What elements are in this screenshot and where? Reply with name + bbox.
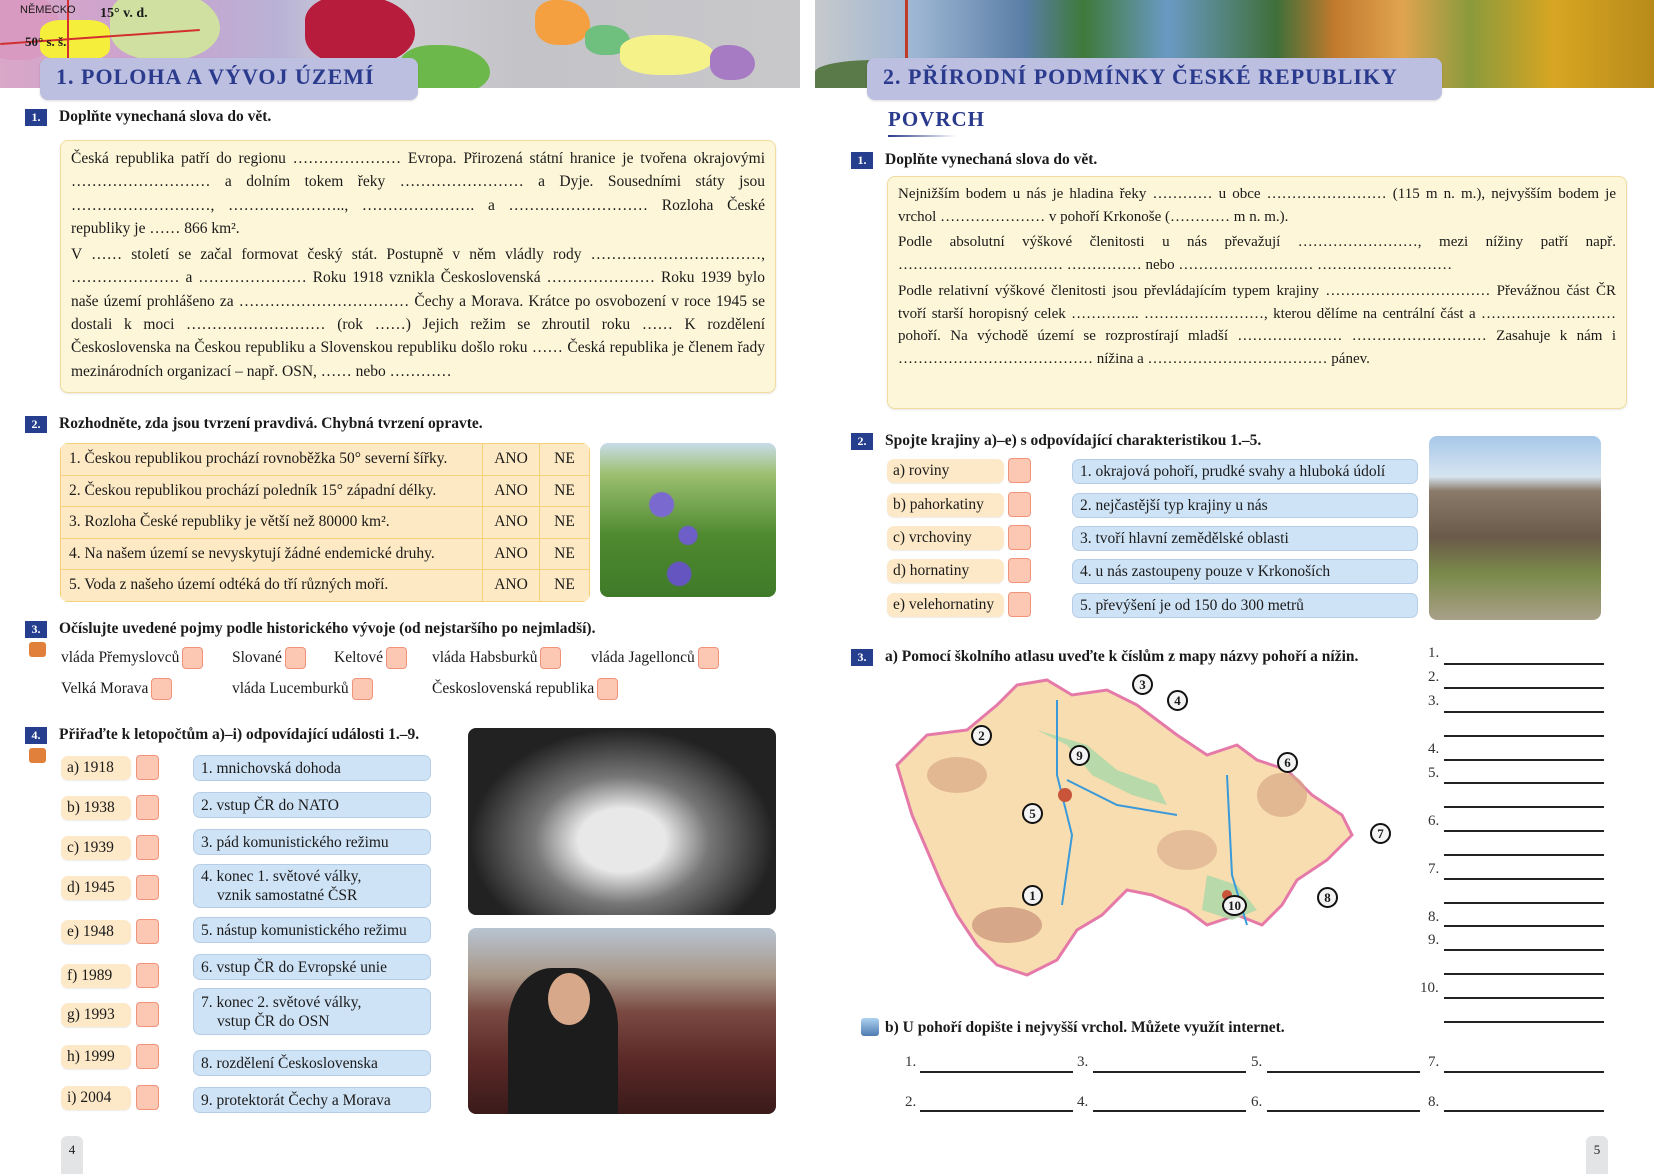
task-number-badge: 1.: [851, 152, 873, 169]
characteristic-item: [1072, 526, 1418, 551]
task-2-heading: [851, 432, 1261, 450]
term-label: vláda Přemyslovců: [61, 649, 180, 666]
answer-line[interactable]: [1444, 1021, 1604, 1023]
map-label-nemecko: NĚMECKO: [20, 4, 76, 16]
section-underline: [888, 135, 956, 137]
historical-bw-photo: [468, 728, 776, 915]
term-label: vláda Habsburků: [432, 649, 538, 666]
characteristic-label: 1. okrajová pohoří, prudké svahy a hluboká údolí: [1080, 463, 1386, 480]
answer-line[interactable]: [1444, 687, 1604, 689]
yes-option[interactable]: ANO: [483, 507, 540, 539]
task-instruction: Doplňte vynechaná slova do vět.: [885, 151, 1098, 168]
answer-label: 2.: [1428, 669, 1440, 685]
answer-label: 8.: [1428, 909, 1440, 925]
computer-icon: [861, 1018, 879, 1036]
answer-line[interactable]: [1444, 806, 1604, 808]
table-row: [61, 444, 590, 476]
map-label-parallel: 50° s. š.: [25, 34, 67, 49]
task-4-heading: [25, 726, 419, 744]
match-answer-box[interactable]: [136, 795, 159, 820]
yes-option[interactable]: ANO: [483, 538, 540, 570]
task-instruction: Doplňte vynechaná slova do vět.: [59, 108, 272, 125]
answer-label: 6.: [1428, 813, 1440, 829]
map-label-meridian: 15° v. d.: [100, 6, 148, 21]
page-number: 5: [1586, 1136, 1608, 1174]
task-number-badge: 2.: [851, 433, 873, 450]
puzzle-icon: [29, 748, 46, 763]
bellflower-photo: [600, 443, 776, 597]
task-number-badge: 4.: [25, 727, 47, 744]
czech-map-shape: [887, 675, 1357, 985]
event-label: 3. pád komunistického režimu: [201, 833, 389, 851]
order-answer-box[interactable]: [352, 678, 373, 700]
map-marker: 3: [1132, 674, 1153, 695]
landscape-label: c) vrchoviny: [887, 526, 1004, 550]
event-item: [193, 1050, 431, 1076]
task-2-heading: [25, 415, 483, 433]
year-label: h) 1999: [61, 1045, 131, 1069]
match-answer-box[interactable]: [1008, 592, 1031, 617]
chapter-title: 2. PŘÍRODNÍ PODMÍNKY ČESKÉ REPUBLIKY: [867, 58, 1442, 100]
table-row: [61, 507, 590, 539]
event-label: 6. vstup ČR do Evropské unie: [201, 958, 387, 976]
match-answer-box[interactable]: [1008, 458, 1031, 483]
event-item: [193, 829, 431, 855]
map-marker: 8: [1317, 887, 1338, 908]
tv-tower: [905, 0, 908, 60]
yes-option[interactable]: ANO: [483, 570, 540, 602]
table-row: [61, 538, 590, 570]
statement: 1. Českou republikou prochází rovnoběžka 50° severní šířky.: [61, 444, 483, 476]
event-item: [193, 954, 431, 980]
answer-line[interactable]: [1444, 925, 1604, 927]
map-marker: 5: [1022, 803, 1043, 824]
answer-label: 3.: [1428, 693, 1440, 709]
term-item: [61, 647, 203, 669]
yes-option[interactable]: ANO: [483, 444, 540, 476]
year-label: a) 1918: [61, 756, 131, 780]
answer-line[interactable]: [1267, 1071, 1420, 1073]
event-item: [193, 1087, 431, 1113]
chapter-title: 1. POLOHA A VÝVOJ ÚZEMÍ: [40, 58, 418, 100]
task-instruction: Očíslujte uvedené pojmy podle historického vývoje (od nejstaršího po nejmladší).: [59, 620, 596, 637]
answer-line[interactable]: [1444, 902, 1604, 904]
task-number-badge: 3.: [25, 621, 47, 638]
answer-label: 3.: [1077, 1054, 1089, 1070]
task-number-badge: 2.: [25, 416, 47, 433]
answer-label: 2.: [905, 1094, 917, 1110]
match-answer-box[interactable]: [136, 1085, 159, 1110]
task-instruction: b) U pohoří dopište i nejvyšší vrchol. Můžete využít internet.: [885, 1019, 1285, 1036]
year-label: g) 1993: [61, 1003, 131, 1027]
event-label: 8. rozdělení Československa: [201, 1054, 378, 1072]
event-item: [193, 755, 431, 781]
puzzle-icon: [29, 642, 46, 657]
characteristic-label: 4. u nás zastoupeny pouze v Krkonoších: [1080, 563, 1331, 580]
year-label: d) 1945: [61, 876, 131, 900]
answer-line[interactable]: [1444, 854, 1604, 856]
event-label: 4. konec 1. světové války,: [201, 868, 362, 885]
page-number: 4: [61, 1136, 83, 1174]
match-answer-box[interactable]: [1008, 558, 1031, 583]
task-3-heading: [25, 620, 595, 638]
match-answer-box[interactable]: [136, 1044, 159, 1069]
answer-line[interactable]: [920, 1071, 1073, 1073]
event-label: 7. konec 2. světové války,: [201, 993, 362, 1011]
order-answer-box[interactable]: [182, 647, 203, 669]
term-label: vláda Lucemburků: [232, 680, 349, 697]
fill-in-paragraph: Podle relativní výškové členitosti jsou převládajícím typem krajiny …………………………… Převážnou část ČR tvoří starší horopisný celek ………….. ……………………, kterou dělíme na centrální část a ……………………… pohoří. Na východě území se rozprostírají mladší ………………… ……………………… Zasahuje k nám i ………………………………… nížina a ……………………………… pánev.: [898, 282, 1616, 367]
no-option[interactable]: NE: [540, 538, 590, 570]
fill-in-paragraph: Nejnižším bodem u nás je hladina řeky ………… u obce …………………… (115 m n. m.), nejvyšším bodem je vrchol ………………… v pohoří Krkonoše (………… m n. m.).: [898, 186, 1616, 225]
event-label: vznik samostatné ČSR: [217, 887, 358, 904]
order-answer-box[interactable]: [698, 647, 719, 669]
task-3b-heading: [885, 1019, 1285, 1037]
no-option[interactable]: NE: [540, 570, 590, 602]
section-title: POVRCH: [888, 107, 985, 131]
answer-label: 1.: [1428, 645, 1440, 661]
event-label: vstup ČR do OSN: [217, 1012, 330, 1030]
map-marker: 2: [971, 725, 992, 746]
answer-line[interactable]: [1444, 759, 1604, 761]
snezka-mountain-photo: [1429, 436, 1601, 620]
order-answer-box[interactable]: [540, 647, 561, 669]
fill-in-paragraph: Podle absolutní výškové členitosti u nás převažují ……………………, mezi nížiny patří např. …………………………… …………… nebo ……………………… ………………………: [898, 234, 1616, 274]
map-marker: 10: [1222, 895, 1247, 916]
answer-label: 7.: [1428, 861, 1440, 877]
answer-label: 10.: [1420, 980, 1439, 996]
answer-label: 4.: [1077, 1094, 1089, 1110]
match-answer-box[interactable]: [136, 919, 159, 944]
match-answer-box[interactable]: [136, 835, 159, 860]
answer-label: 1.: [905, 1054, 917, 1070]
characteristic-item: [1072, 493, 1418, 518]
table-row: [61, 570, 590, 602]
term-item: [232, 678, 373, 700]
table-row: [61, 475, 590, 507]
term-label: Keltové: [334, 649, 384, 666]
answer-line[interactable]: [1444, 973, 1604, 975]
term-item: [432, 678, 618, 700]
czech-physical-map: [887, 675, 1384, 985]
event-item: [193, 917, 431, 943]
order-answer-box[interactable]: [386, 647, 407, 669]
year-label: c) 1939: [61, 836, 131, 860]
event-label: 9. protektorát Čechy a Morava: [201, 1091, 391, 1109]
term-label: Slované: [232, 649, 282, 666]
event-item: [193, 864, 431, 908]
fill-in-text-box[interactable]: [887, 176, 1627, 409]
no-option[interactable]: NE: [540, 507, 590, 539]
task-instruction: Rozhodněte, zda jsou tvrzení pravdivá. Chybná tvrzení opravte.: [59, 415, 483, 432]
answer-line[interactable]: [1444, 782, 1604, 784]
answer-line[interactable]: [1093, 1071, 1246, 1073]
task-number-badge: 3.: [851, 649, 873, 666]
statement: 3. Rozloha České republiky je větší než 80000 km².: [61, 507, 483, 539]
answer-line[interactable]: [1444, 997, 1604, 999]
match-answer-box[interactable]: [136, 963, 159, 988]
map-marker: 6: [1277, 752, 1298, 773]
order-answer-box[interactable]: [151, 678, 172, 700]
answer-line[interactable]: [1444, 711, 1604, 713]
answer-line[interactable]: [1444, 1110, 1604, 1112]
task-1-heading: [851, 151, 1097, 169]
event-item: [193, 988, 431, 1035]
fill-in-paragraph: V …… století se začal formovat český stát. Postupně v něm vládly rody ……………………………, ………………… a ………………… Roku 1918 vznikla Československá ………………… Roku 1939 bylo naše území prohlášeno za …………………………… Čechy a Morava. Krátce po osvobození v roce 1945 se dostali k moci ……………………… (rok ……) Jejich režim se zhroutil roku …… K rozdělení Československa na Českou republiku a Slovenskou republiku došlo roku …… Česká republika je členem řady mezinárodních organizací – např. OSN, …… nebo …………: [71, 246, 765, 380]
task-instruction: a) Pomocí školního atlasu uveďte k číslům z mapy názvy pohoří a nížin.: [885, 648, 1359, 665]
answer-label: 8.: [1428, 1094, 1440, 1110]
fill-in-text-box[interactable]: [60, 140, 776, 393]
characteristic-label: 5. převýšení je od 150 do 300 metrů: [1080, 597, 1304, 614]
true-false-table: [60, 443, 590, 602]
term-item: [61, 678, 172, 700]
map-marker: 9: [1069, 745, 1090, 766]
term-label: Velká Morava: [61, 680, 149, 697]
answer-line[interactable]: [1444, 1071, 1604, 1073]
task-3-heading: [851, 648, 1358, 666]
order-answer-box[interactable]: [285, 647, 306, 669]
answer-line[interactable]: [1093, 1110, 1246, 1112]
map-marker: 7: [1370, 823, 1391, 844]
event-label: 5. nástup komunistického režimu: [201, 921, 407, 939]
year-label: i) 2004: [61, 1086, 131, 1110]
characteristic-label: 3. tvoří hlavní zemědělské oblasti: [1080, 530, 1289, 547]
velvet-revolution-photo: [468, 928, 776, 1114]
characteristic-item: [1072, 559, 1418, 584]
landscape-label: b) pahorkatiny: [887, 493, 1004, 517]
match-answer-box[interactable]: [136, 755, 159, 780]
fill-in-paragraph: Česká republika patří do regionu ………………… Evropa. Přirozená státní hranice je tvořena okrajovými ……………………… a dolním tokem řeky …………………… a Dyje. Sousedními státy jsou ………………………, ………………….., …………………. a ……………………… Rozloha České republiky je …… 866 km².: [71, 150, 765, 237]
answer-line[interactable]: [1444, 949, 1604, 951]
landscape-label: a) roviny: [887, 459, 1004, 483]
map-marker: 1: [1022, 885, 1043, 906]
answer-line[interactable]: [1444, 735, 1604, 737]
term-label: vláda Jagellonců: [591, 649, 695, 666]
landscape-label: e) velehornatiny: [887, 593, 1004, 617]
task-number-badge: 1.: [25, 109, 47, 126]
match-answer-box[interactable]: [136, 875, 159, 900]
answer-label: 6.: [1251, 1094, 1263, 1110]
answer-line[interactable]: [1444, 830, 1604, 832]
term-label: Československá republika: [432, 680, 595, 697]
statement: 4. Na našem území se nevyskytují žádné endemické druhy.: [61, 538, 483, 570]
answer-label: 9.: [1428, 932, 1440, 948]
match-answer-box[interactable]: [136, 1002, 159, 1027]
right-page: [827, 0, 1654, 1174]
task-instruction: Přiřaďte k letopočtům a)–i) odpovídající události 1.–9.: [59, 726, 420, 743]
landscape-label: d) hornatiny: [887, 559, 1004, 583]
year-label: b) 1938: [61, 796, 131, 820]
term-item: [334, 647, 407, 669]
answer-label: 5.: [1251, 1054, 1263, 1070]
answer-line[interactable]: [920, 1110, 1073, 1112]
answer-line[interactable]: [1267, 1110, 1420, 1112]
answer-label: 4.: [1428, 741, 1440, 757]
event-label: 1. mnichovská dohoda: [201, 759, 341, 777]
event-label: 2. vstup ČR do NATO: [201, 796, 339, 814]
characteristic-label: 2. nejčastější typ krajiny u nás: [1080, 497, 1268, 514]
term-item: [591, 647, 719, 669]
characteristic-item: [1072, 593, 1418, 618]
no-option[interactable]: NE: [540, 444, 590, 476]
match-answer-box[interactable]: [1008, 492, 1031, 517]
characteristic-item: [1072, 459, 1418, 484]
task-1-heading: [25, 108, 271, 126]
match-answer-box[interactable]: [1008, 525, 1031, 550]
event-item: [193, 792, 431, 818]
task-instruction: Spojte krajiny a)–e) s odpovídající charakteristikou 1.–5.: [885, 432, 1262, 449]
year-label: f) 1989: [61, 964, 131, 988]
answer-line[interactable]: [1444, 663, 1604, 665]
answer-line[interactable]: [1444, 878, 1604, 880]
year-label: e) 1948: [61, 920, 131, 944]
term-item: [232, 647, 306, 669]
order-answer-box[interactable]: [597, 678, 618, 700]
no-option[interactable]: NE: [540, 475, 590, 507]
answer-label: 5.: [1428, 765, 1440, 781]
yes-option[interactable]: ANO: [483, 475, 540, 507]
statement: 5. Voda z našeho území odtéká do tří různých moří.: [61, 570, 483, 602]
answer-label: 7.: [1428, 1054, 1440, 1070]
term-item: [432, 647, 561, 669]
map-marker: 4: [1167, 690, 1188, 711]
statement: 2. Českou republikou prochází poledník 15° západní délky.: [61, 475, 483, 507]
